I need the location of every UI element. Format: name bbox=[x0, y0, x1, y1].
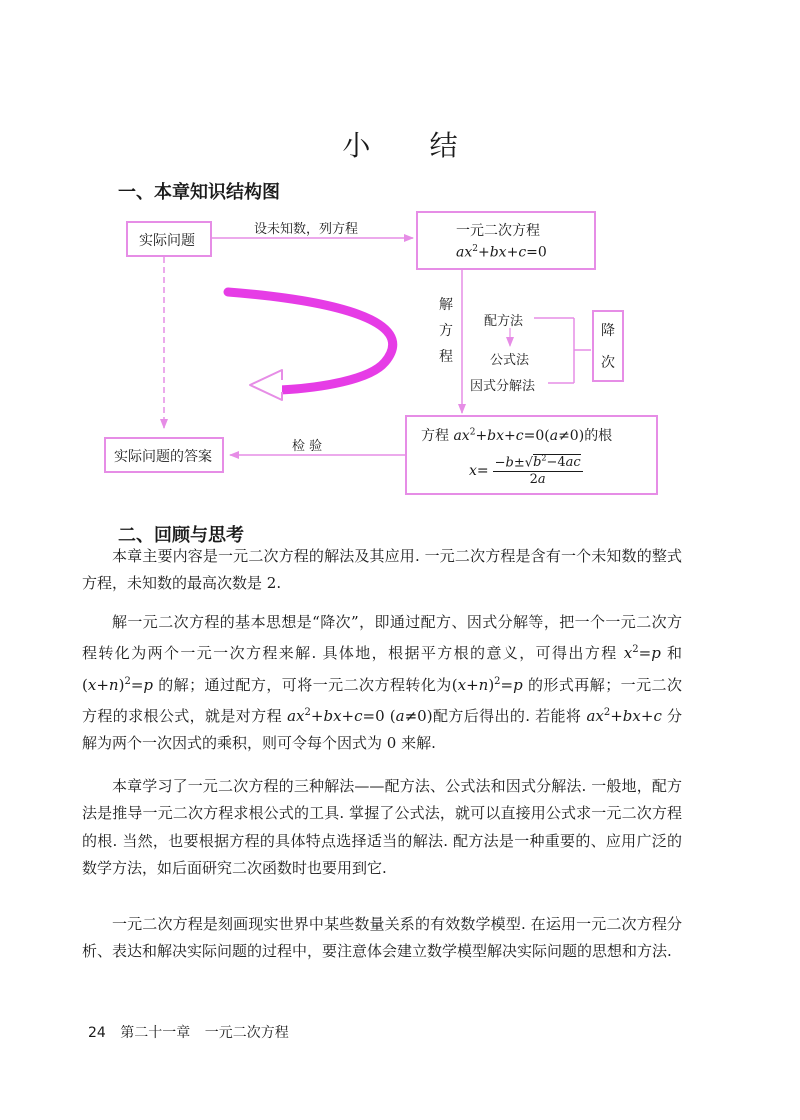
paragraph-4: 一元二次方程是刻画现实世界中某些数量关系的有效数学模型. 在运用一元二次方程分析、表达和解决实际问题的过程中，要注意体会建立数学模型解决实际问题的思想和方法. bbox=[82, 915, 682, 961]
curved-sweep-graphic bbox=[228, 292, 393, 390]
paragraph-2: 解一元二次方程的基本思想是“降次”，即通过配方、因式分解等，把一个一元二次方程转化为两个一元一次方程来解. 具体地，根据平方根的意义，可得出方程 $x^2=p$ 和$(x+n)^2=p$ 的解；通过配方，可将一元二次方程转化为$(x+n)^2=p$ 的形式再解；一元二次方程的求根公式，就是对方程 $ax^2+bx+c=0$ (a≠0)配方后得出的. 若能将 $ax^2+bx+c$ 分解为两个一次因式的乘积，则可令每个因式为 0 来解. bbox=[82, 613, 682, 753]
solve-char-1: 解 bbox=[439, 297, 453, 313]
page-number: 24 bbox=[88, 1025, 106, 1041]
chapter-title: 一元二次方程 bbox=[204, 1025, 289, 1041]
roots-prefix: 方程 bbox=[421, 428, 449, 444]
page-title: 小 结 bbox=[342, 128, 483, 162]
hollow-return-arrow bbox=[250, 370, 282, 400]
roots-statement bbox=[421, 425, 612, 445]
solve-char-3: 程 bbox=[439, 349, 453, 365]
box-practical-answer-label: 实际问题的答案 bbox=[114, 449, 212, 465]
general-form-equation: $ax^2+bx+c=0$ bbox=[456, 244, 547, 261]
box-roots bbox=[405, 415, 658, 495]
reduce-char-2: 次 bbox=[601, 355, 615, 371]
box-practical-problem bbox=[126, 221, 212, 257]
solve-char-2: 方 bbox=[439, 323, 453, 339]
roots-equation: $ax^2+bx+c=0(a\ne 0)$ bbox=[453, 427, 585, 444]
box-practical-problem-label: 实际问题 bbox=[139, 233, 195, 249]
reduce-char-1: 降 bbox=[601, 323, 615, 339]
chapter-number: 第二十一章 bbox=[120, 1025, 191, 1041]
method-quadratic-formula: 公式法 bbox=[490, 353, 530, 368]
method-factorization: 因式分解法 bbox=[470, 379, 536, 394]
box-quadratic-equation-title: 一元二次方程 bbox=[456, 223, 540, 239]
paragraph-1: 本章主要内容是一元二次方程的解法及其应用. 一元二次方程是含有一个未知数的整式方程，未知数的最高次数是 2. bbox=[82, 547, 682, 593]
paragraph-3: 本章学习了一元二次方程的三种解法——配方法、公式法和因式分解法. 一般地，配方法是推导一元二次方程求根公式的工具. 掌握了公式法，就可以直接用公式求一元二次方程的根. 当然，也要根据方程的具体特点选择适当的解法. 配方法是一种重要的、应用广泛的数学方法，如后面研究二次函数时也要用到它. bbox=[82, 777, 682, 877]
method-complete-square: 配方法 bbox=[484, 314, 524, 329]
roots-suffix: 的根 bbox=[584, 428, 613, 444]
quadratic-formula: x = $-b\pm√b^2-4ac$ 2a bbox=[469, 454, 581, 488]
solve-equation-label bbox=[438, 292, 454, 370]
edge-label-set-unknown: 设未知数，列方程 bbox=[254, 222, 359, 237]
section-heading-structure: 一、本章知识结构图 bbox=[118, 182, 280, 203]
section-heading-review: 二、回顾与思考 bbox=[118, 525, 244, 546]
box-quadratic-equation bbox=[416, 211, 596, 270]
box-practical-answer bbox=[104, 437, 224, 473]
box-reduce-degree bbox=[592, 310, 624, 382]
edge-label-check: 检 验 bbox=[292, 439, 323, 454]
page-footer bbox=[88, 1022, 299, 1042]
